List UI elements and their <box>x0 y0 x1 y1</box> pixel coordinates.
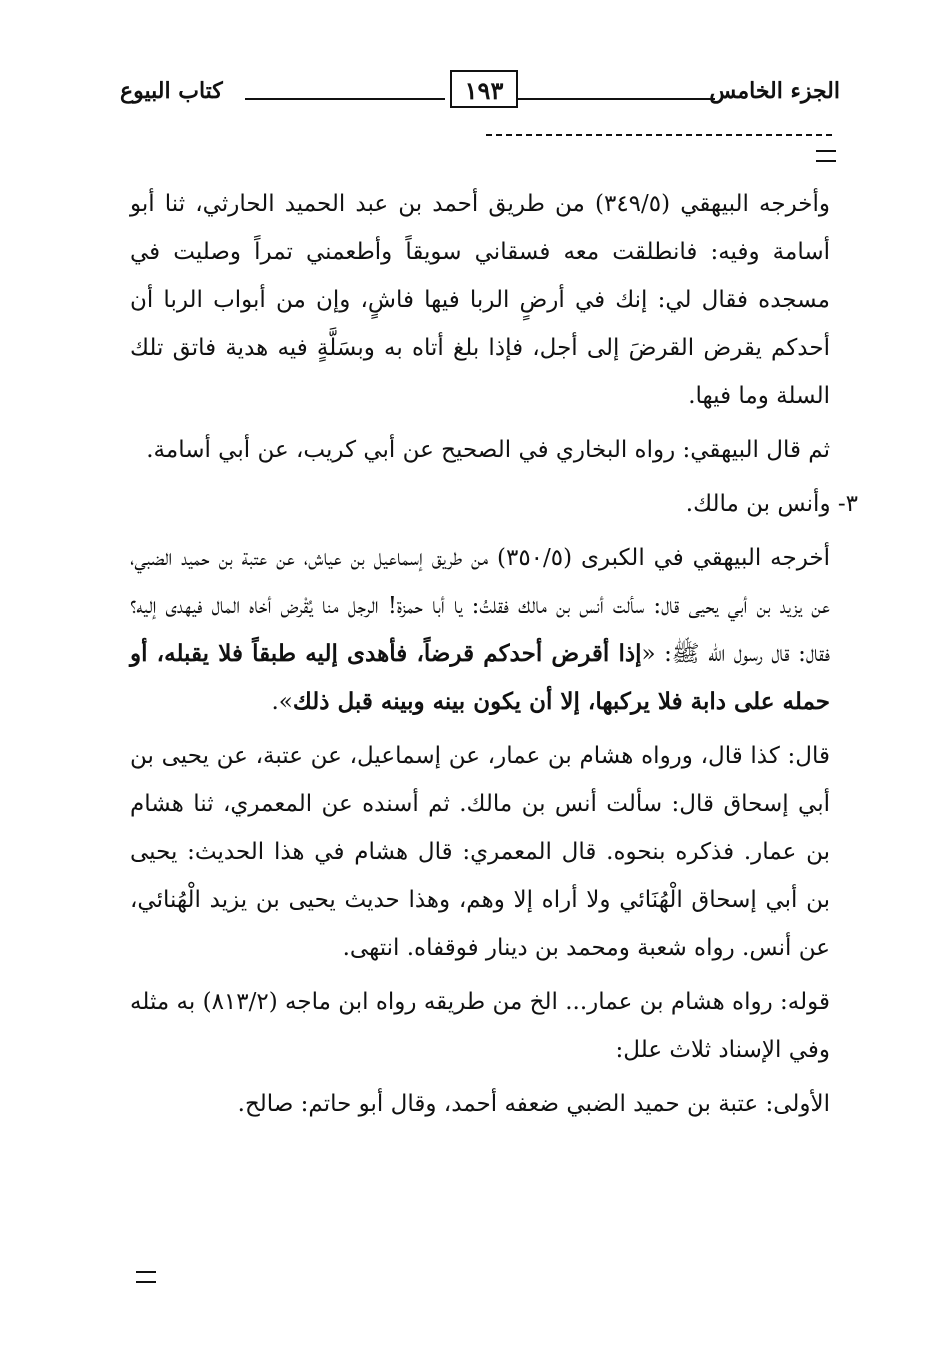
header-rule-left <box>245 98 445 100</box>
paragraph-ibn-majah: قوله: رواه هشام بن عمار... الخ من طريقه رواه ابن ماجه (٨١٣/٢) به مثله وفي الإسناد ثلاث علل: <box>130 989 830 1063</box>
page-header <box>120 70 840 120</box>
section-mark-bottom <box>136 1271 156 1283</box>
hadith-intro: أخرجه البيهقي في الكبرى (٣٥٠/٥) من طريق إسماعيل بن عياش، عن عتبة بن حميد الضبي، عن يزيد بن أبي يحيى قال: سألت أنس بن مالك فقلتُ: يا أبا حمزة! الرجل منا يُقْرض أخاه المال فيهدى إليه؟ فقال: قال رسول الله ﷺ: « <box>130 545 830 667</box>
page-number-box: ١٩٣ <box>450 70 518 108</box>
hadith-text: إذا أقرض أحدكم قرضاً، فأهدى إليه طبقاً فلا يقبله، أو حمله على دابة فلا يركبها، إلا أن يكون بينه وبينه قبل ذلك <box>130 640 830 715</box>
section-mark-top <box>816 150 836 162</box>
paragraph-anas-heading: ٣- وأنس بن مالك. <box>685 491 858 517</box>
paragraph-bayhaqi-349: وأخرجه البيهقي (٣٤٩/٥) من طريق أحمد بن عبد الحميد الحارثي، ثنا أبو أسامة وفيه: فانطلقت معه فسقاني سويقاً وأطعمني تمراً وصليت في مسجده فقال لي: إنك في أرضٍ الربا فيها فاشٍ، وإن من أبواب الربا أن أحدكم يقرض القرضَ إلى أجل، فإذا بلغ أتاه به وبسَلَّةٍ فيه هدية فاتق تلك السلة وما فيها. <box>130 191 830 409</box>
body-text <box>130 180 858 1134</box>
part-title: الجزء الخامس <box>709 78 840 104</box>
hadith-close: ». <box>271 689 293 715</box>
paragraph-bayhaqi-350 <box>130 534 830 726</box>
paragraph-hisham: قال: كذا قال، ورواه هشام بن عمار، عن إسماعيل، عن عتبة، عن يحيى بن أبي إسحاق قال: سألت أنس بن مالك. ثم أسنده عن المعمري، ثنا هشام بن عمار. فذكره بنحوه. قال المعمري: قال هشام في هذا الحديث: يحيى بن أبي إسحاق الْهُنَائي ولا أراه إلا وهم، وهذا حديث يحيى بن يزيد الْهُنائي، عن أنس. رواه شعبة ومحمد بن دينار فوقفاه. انتهى. <box>130 743 830 961</box>
paragraph-first-defect: الأولى: عتبة بن حميد الضبي ضعفه أحمد، وقال أبو حاتم: صالح. <box>237 1091 830 1117</box>
header-dashed-rule <box>486 134 832 136</box>
header-rule-right <box>505 98 715 100</box>
book-title: كتاب البيوع <box>120 78 223 104</box>
paragraph-bukhari-note: ثم قال البيهقي: رواه البخاري في الصحيح عن أبي كريب، عن أبي أسامة. <box>146 437 830 463</box>
